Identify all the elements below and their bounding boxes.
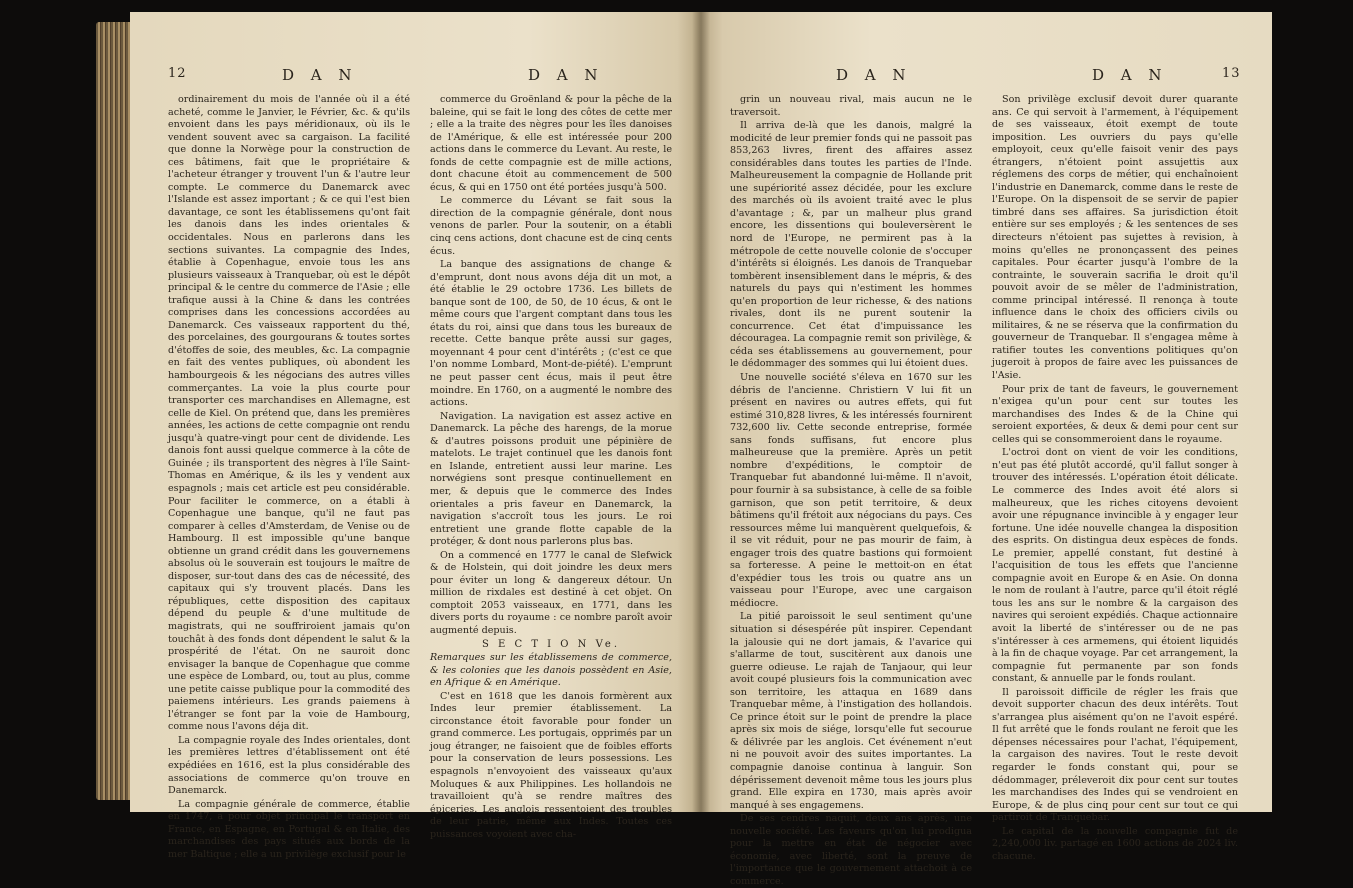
- right-running-head: [700, 66, 1272, 88]
- paragraph: Le capital de la nouvelle compagnie fut de 2,240,000 liv. partagé en 1600 actions de 2024 liv. chacune.: [992, 825, 1238, 862]
- left-running-title-2: D A N: [528, 66, 604, 84]
- left-page: [130, 12, 700, 860]
- paragraph: Le commerce du Lévant se fait sous la direction de la compagnie générale, dont nous venons de parler. Pour la soutenir, on a établi cinq cens actions, dont chacune est de cinq cents écus.: [430, 195, 672, 257]
- paragraph: Navigation. La navigation est assez active en Danemarck. La pêche des harengs, de la morue & d'autres poissons produit une pépinière de matelots. Le trajet continuel que les danois font en Islande, entretient aussi leur marine. Les norwégiens sont presque continuellement en mer, & depuis que le commerce des Indes orientales a pris faveur en Danemarck, la navigation s'accroît tous les jours. Le roi entretient une grande flotte capable de la protéger, & dont nous parlerons plus bas.: [430, 410, 672, 548]
- paragraph: L'octroi dont on vient de voir les conditions, n'eut pas été plutôt accordé, qu'il fallut songer à trouver des intéressés. L'opération étoit délicate. Le commerce des Indes avoit été alors si malheureux, que les riches citoyens devoient avoir une répugnance invincible à y engager leur fortune. Une idée nouvelle changea la disposition des esprits. On distingua deux espèces de fonds. Le premier, appellé constant, fut destiné à l'acquisition de tous les effets que l'ancienne compagnie avoit en Europe & en Asie. On donna le nom de roulant à l'autre, parce qu'il étoit réglé tous les ans sur le nombre & la cargaison des navires qui seroient expédiés. Chaque actionnaire avoit la liberté de s'intéresser ou de ne pas s'intéresser à ces armemens, qui étoient liquidés à la fin de chaque voyage. Par cet arrangement, la compagnie fut permanente par son fonds constant, & annuelle par le fonds roulant.: [992, 447, 1238, 685]
- right-running-title-2: D A N: [1092, 66, 1168, 84]
- section-heading: S E C T I O N Ve.: [481, 638, 621, 650]
- paragraph: ordinairement du mois de l'année où il a été acheté, comme le Janvier, le Février, &c. & qu'ils envoient dans les pays méridionaux, où ils le vendent souvent avec sa cargaison. La facilité que donne la Norwège pour la construction de ces bâtimens, fait que le propriétaire & l'acheteur étranger y trouvent l'un & l'autre leur compte. Le commerce du Danemarck avec l'Islande est assez important ; & ce qui l'est bien davantage, ce sont les établissemens qu'ont fait les danois dans les indes orientales & occidentales. Nous en parlerons dans les sections suivantes. La compagnie des Indes, établie à Copenhague, envoie tous les ans plusieurs vaisseaux à Tranquebar, où est le dépôt principal & le centre du commerce de l'Asie ; elle trafique aussi à la Chine & dans les contrées comprises dans les concessions accordées au Danemarck. Ces vaisseaux rapportent du thé, des porcelaines, des gourgourans & toutes sortes d'étoffes de soie, des meubles, &c. La compagnie en fait des ventes publiques, où abondent les hambourgeois & les négocians des autres villes commerçantes. La voie la plus courte pour transporter ces marchandises en Allemagne, est celle de Kiel. On prétend que, dans les premières années, les actions de cette compagnie ont rendu jusqu'à quatre-vingt pour cent de dividende. Les danois font aussi quelque commerce à la côte de Guinée ; ils transportent des nègres à l'île Saint-Thomas en Amérique, & ils les y vendent aux espagnols ; mais cet article est peu considérable. Pour faciliter le commerce, on a établi à Copenhague une banque, qu'il ne faut pas comparer à celles d'Amsterdam, de Venise ou de Hambourg. Il est impossible qu'une banque obtienne un grand crédit dans les gouvernemens absolus où le souverain est toujours le maître de disposer, sur-tout dans des cas de nécessité, des capitaux qui s'y trouvent placés. Dans les républiques, cette disposition des capitaux dépend du peuple & d'une multitude de magistrats, qui ne souffriroient jamais qu'on touchât à des fonds dont dépendent le salut & la prospérité de l'état. On ne sauroit donc envisager la banque de Copenhague que comme une espèce de Lombard, ou, tout au plus, comme une petite caisse publique pour la commodité des paiemens intérieurs. Les grands paiemens à l'étranger se font par la voie de Hambourg, comme nous l'avons déja dit.: [168, 94, 411, 733]
- paragraph: La compagnie royale des Indes orientales, dont les premières lettres d'établissement ont été expédiées en 1616, est la plus considérable des associations de commerce qu'on trouve en Danemarck.: [168, 734, 410, 797]
- left-page-number: 12: [168, 66, 187, 81]
- right-page-number: 13: [1222, 66, 1241, 81]
- left-column-1: [168, 94, 411, 860]
- paragraph: Son privilège exclusif devoit durer quarante ans. Ce qui servoit à l'armement, à l'équipement de ses vaisseaux, étoit exempt de toute imposition. Les ouvriers du pays qu'elle employoit, ceux qu'elle faisoit venir des pays étrangers, n'étoient point assujettis aux réglemens des corps de métier, qui enchaînoient l'industrie en Danemarck, comme dans le reste de l'Europe. On la dispensoit de se servir de papier timbré dans ses affaires. Sa jurisdiction étoit entière sur ses employés ; & les sentences de ses directeurs n'étoient pas sujettes à revision, à moins qu'elles ne prononçassent des peines capitales. Pour écarter jusqu'à l'ombre de la contrainte, le souverain sacrifia le droit qu'il pouvoit avoir de se mêler de l'administration, comme principal intéressé. Il renonça à toute influence dans le choix des officiers civils ou militaires, & ne se réserva que la confirmation du gouverneur de Tranquebar. Il s'engagea même à ratifier toutes les conventions politiques qu'on jugeroit à propos de faire avec les puissances de l'Asie.: [992, 94, 1238, 382]
- paragraph: Une nouvelle société s'éleva en 1670 sur les débris de l'ancienne. Christiern V lui fit un présent en navires ou autres effets, qui fut estimé 310,828 livres, & les intéressés fournirent 732,600 liv. Cette seconde entreprise, formée sans fonds suffisans, fut encore plus malheureuse que la première. Après un petit nombre d'expéditions, le comptoir de Tranquebar fut abandonné lui-même. Il n'avoit, pour fournir à sa subsistance, à celle de sa foible garnison, que son petit territoire, & deux bâtimens qu'il frétoit aux négocians du pays. Ces ressources même lui manquèrent quelquefois, & il se vit réduit, pour ne pas mourir de faim, à engager trois des quatre bastions qui formoient sa forteresse. A peine le mettoit-on en état d'expédier tous les trois ou quatre ans un vaisseau pour l'Europe, avec une cargaison médiocre.: [730, 372, 972, 609]
- left-column-2: [430, 94, 672, 840]
- paragraph: On a commencé en 1777 le canal de Slefwick & de Holstein, qui doit joindre les deux mers pour éviter un long & dangereux détour. Un million de rixdales est destiné à cet objet. On comptoit 2053 vaisseaux, en 1771, dans les divers ports du royaume : ce nombre paroît avoir augmenté depuis.: [430, 549, 672, 636]
- right-page: [700, 12, 1272, 887]
- open-book: [96, 12, 1276, 887]
- paragraph: La banque des assignations de change & d'emprunt, dont nous avons déja dit un mot, a été établie le 29 octobre 1736. Les billets de banque sont de 100, de 50, de 10 écus, & ont le même cours que l'argent comptant dans tous les états du roi, ainsi que dans tous les bureaux de recette. Cette banque prête aussi sur gages, moyennant 4 pour cent d'intérêts ; (c'est ce que l'on nomme Lombard, Mont-de-piété). L'emprunt ne peut passer cent écus, mais il peut être moindre. En 1760, on a augmenté le nombre des actions.: [430, 259, 672, 409]
- right-running-title-1: D A N: [836, 66, 912, 84]
- section-remark: Remarques sur les établissemens de commerce, & les colonies que les danois possèdent en Asie, en Afrique & en Amérique.: [430, 652, 672, 689]
- book-gutter: [692, 12, 710, 812]
- left-running-head: [130, 66, 700, 88]
- paragraph: C'est en 1618 que les danois formèrent aux Indes leur premier établissement. La circonstance étoit favorable pour fonder un grand commerce. Les portugais, opprimés par un joug étranger, ne faisoient que de foibles efforts pour la conservation de leurs possessions. Les espagnols n'envoyoient des vaisseaux qu'aux Moluques & aux Philippines. Les hollandois ne travailloient qu'à se rendre maîtres des épiceries. Les anglois ressentoient des troubles de leur patrie, même aux Indes. Toutes ces puissances voyoient avec cha-: [430, 690, 672, 840]
- paragraph: grin un nouveau rival, mais aucun ne le traversoit.: [730, 94, 972, 118]
- paragraph: commerce du Groënland & pour la pêche de la baleine, qui se fait le long des côtes de cette mer ; elle a la traite des nègres pour les îles danoises de l'Amérique, & elle est intéressée pour 200 actions dans le commerce du Levant. Au reste, le fonds de cette compagnie est de mille actions, dont chacune étoit au commencement de 500 écus, & qui en 1750 ont été portées jusqu'à 500.: [430, 94, 672, 193]
- paragraph: La compagnie générale de commerce, établie en 1747, a pour objet principal le transport en France, en Espagne, en Portugal & en Italie, des marchandises des pays situés aux bords de la mer Baltique ; elle a un privilège exclusif pour le: [168, 798, 410, 860]
- paragraph: Il arriva de-là que les danois, malgré la modicité de leur premier fonds qui ne passoit pas 853,263 livres, firent des affaires assez considérables dans toutes les parties de l'Inde. Malheureusement la compagnie de Hollande prit une supériorité assez décidée, pour les exclure des marchés où ils avoient traité avec le plus d'avantage ; &, par un malheur plus grand encore, les dissentions qui bouleversèrent le nord de l'Europe, ne permirent pas à la métropole de cette nouvelle colonie de s'occuper d'intérêts si éloignés. Les danois de Tranquebar tombèrent insensiblement dans le mépris, & des naturels du pays qui n'estiment les hommes qu'en proportion de leur richesse, & des nations rivales, dont ils ne purent soutenir la concurrence. Cet état d'impuissance les découragea. La compagnie remit son privilège, & céda ses établissemens au gouvernement, pour le dédommager des sommes qui lui étoient dues.: [730, 120, 972, 370]
- paragraph: La pitié paroissoit le seul sentiment qu'une situation si désespérée pût inspirer. Cependant la jalousie qui ne dort jamais, & l'avarice qui s'allarme de tout, suscitèrent aux danois une guerre odieuse. Le rajah de Tanjaour, qui leur avoit coupé plusieurs fois la communication avec son territoire, les attaqua en 1689 dans Tranquebar même, à l'instigation des hollandois. Ce prince étoit sur le point de prendre la place après six mois de siége, lorsqu'elle fut secourue & délivrée par les anglois. Cet événement n'eut ni ne pouvoit avoir des suites importantes. La compagnie danoise continua à languir. Son dépérissement devenoit même tous les jours plus grand. Elle expira en 1730, mais après avoir manqué à ses engagemens.: [730, 611, 972, 811]
- left-running-title-1: D A N: [282, 66, 358, 84]
- right-column-1: [730, 94, 972, 887]
- right-column-2: [992, 94, 1238, 862]
- paragraph: Il paroissoit difficile de régler les frais que devoit supporter chacun des deux intérêts. Tout s'arrangea plus aisément qu'on ne l'avoit espéré. Il fut arrêté que le fonds roulant ne feroit que les dépenses nécessaires pour l'achat, l'équipement, la cargaison des navires. Tout le reste devoit regarder le fonds constant qui, pour se dédommager, préleveroit dix pour cent sur toutes les marchandises des Indes qui se vendroient en Europe, & de plus cinq pour cent sur tout ce qui partiroit de Tranquebar.: [992, 686, 1238, 824]
- paragraph: Pour prix de tant de faveurs, le gouvernement n'exigea qu'un pour cent sur toutes les marchandises des Indes & de la Chine qui seroient exportées, & deux & demi pour cent sur celles qui se consommeroient dans le royaume.: [992, 383, 1238, 445]
- page-edges: [96, 22, 132, 800]
- paragraph: De ses cendres naquit, deux ans après, une nouvelle société. Les faveurs qu'on lui prodigua pour la mettre en état de négocier avec économie, avec liberté, sont la preuve de l'importance que le gouvernement attachoit à ce commerce.: [730, 813, 972, 887]
